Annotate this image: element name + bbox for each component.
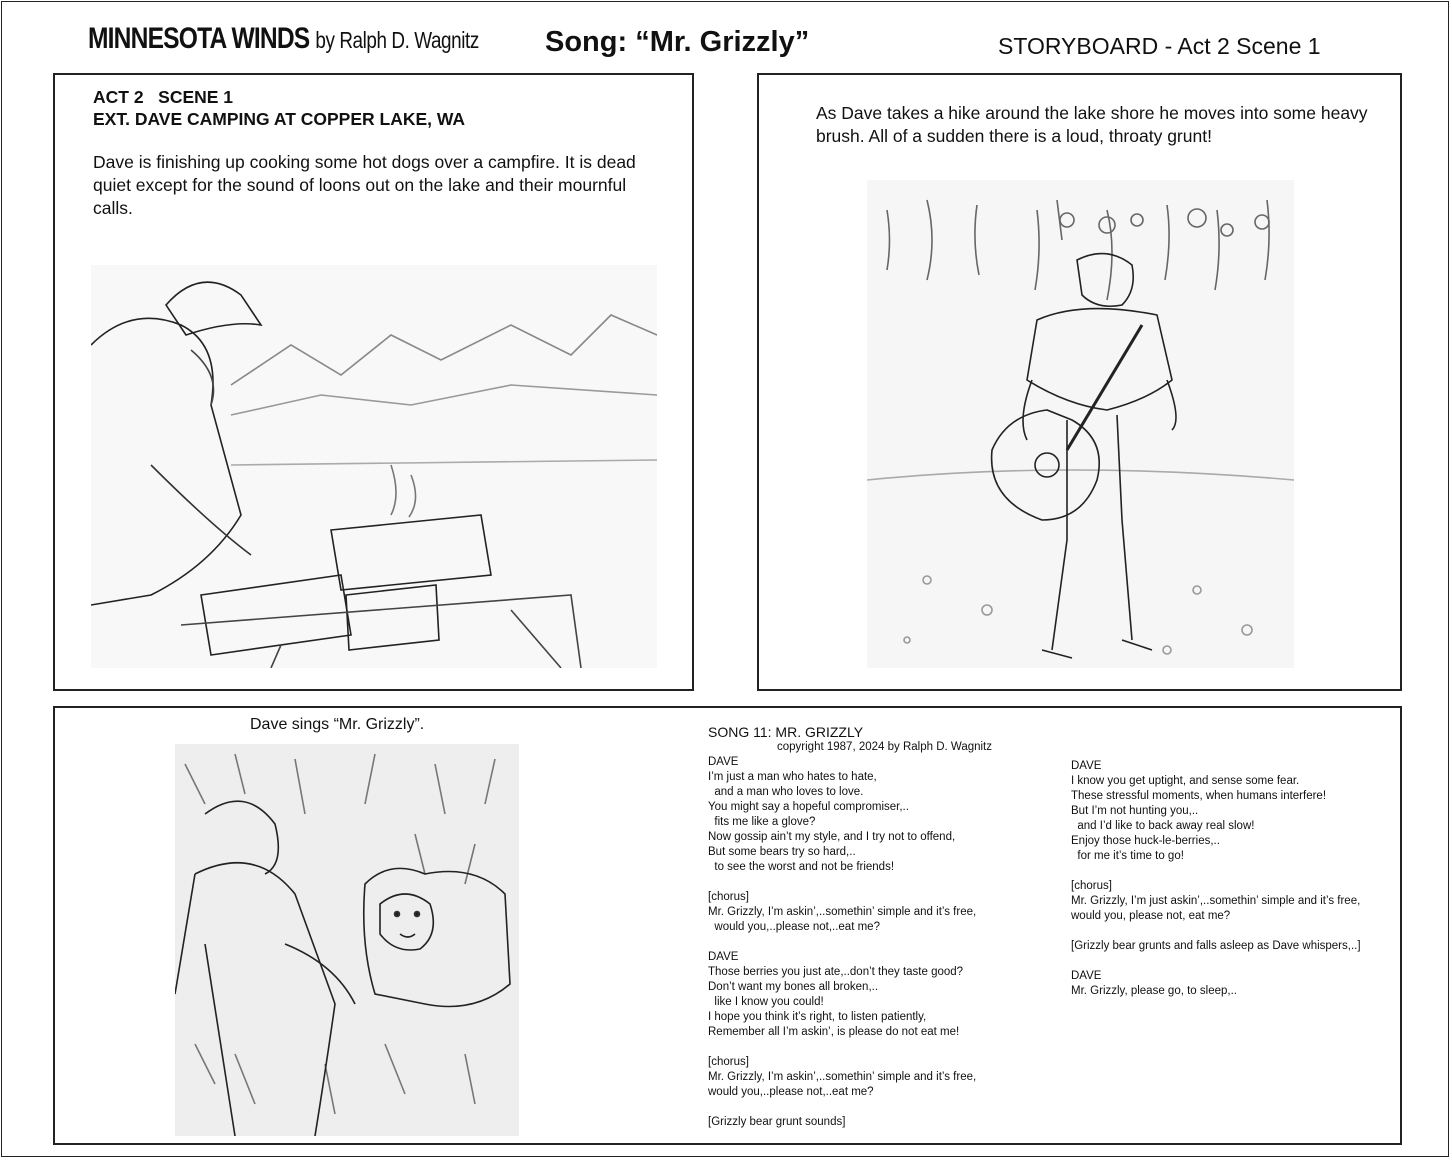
show-title — [88, 22, 479, 56]
scene-description: Dave is finishing up cooking some hot dogs over a campfire. It is dead quiet except for the sound of loons out on the lake and their mournful calls. — [93, 152, 636, 218]
scene-description: As Dave takes a hike around the lake shore he moves into some heavy brush. All of a sudden there is a loud, throaty grunt! — [816, 103, 1368, 146]
show-title-text: MINNESOTA WINDS — [88, 22, 310, 55]
byline: by Ralph D. Wagnitz — [315, 27, 479, 53]
scene-caption: Dave sings “Mr. Grizzly”. — [250, 716, 425, 733]
storyboard-panel-1 — [53, 73, 694, 691]
hiker-with-guitar-sketch-image — [867, 180, 1294, 668]
song-copyright: copyright 1987, 2024 by Ralph D. Wagnitz — [777, 741, 993, 753]
campfire-sketch-image — [91, 265, 657, 668]
grizzly-encounter-sketch-image — [175, 744, 519, 1136]
lyrics-column-1: DAVE I’m just a man who hates to hate, and a man who loves to love. You might say a hopeful compromiser,.. fits me like a glove? Now gossip ain’t my style, and I try not to offend, But some bears try so hard,.. to see the worst and not be friends! [chorus] Mr. Grizzly, I’m askin’,..somethin’ simple and it’s free, would you,..please not,..eat me? DAVE Those berries you just ate,..don’t they taste good? Don’t want my bones all broken,.. like I know you could! I hope you think it’s right, to listen patiently, Remember all I’m askin’, is please do not eat me! [chorus] Mr. Grizzly, I’m askin’,..somethin’ simple and it’s free, would you,..please not,..eat me? [Grizzly bear grunt sounds] — [708, 756, 977, 1128]
storyboard-panel-2 — [757, 73, 1402, 691]
storyboard-label: STORYBOARD - Act 2 Scene 1 — [998, 33, 1321, 59]
storyboard-panel-3 — [53, 706, 1402, 1145]
song-title: SONG 11: MR. GRIZZLY — [708, 724, 864, 740]
scene-heading: ACT 2 SCENE 1 EXT. DAVE CAMPING AT COPPER LAKE, WA — [93, 87, 466, 129]
song-heading: Song: “Mr. Grizzly” — [545, 26, 810, 58]
lyrics-column-2: DAVE I know you get uptight, and sense some fear. These stressful moments, when humans interfere! But I’m not hunting you,.. and I’d like to back away real slow! Enjoy those huck-le-berries,.. for me it’s time to go! [chorus] Mr. Grizzly, I’m just askin’,..somethin’ simple and it’s free, would you, please not, eat me? [Grizzly bear grunts and falls asleep as Dave whispers,..] DAVE Mr. Grizzly, please go, to sleep,.. — [1071, 760, 1361, 997]
